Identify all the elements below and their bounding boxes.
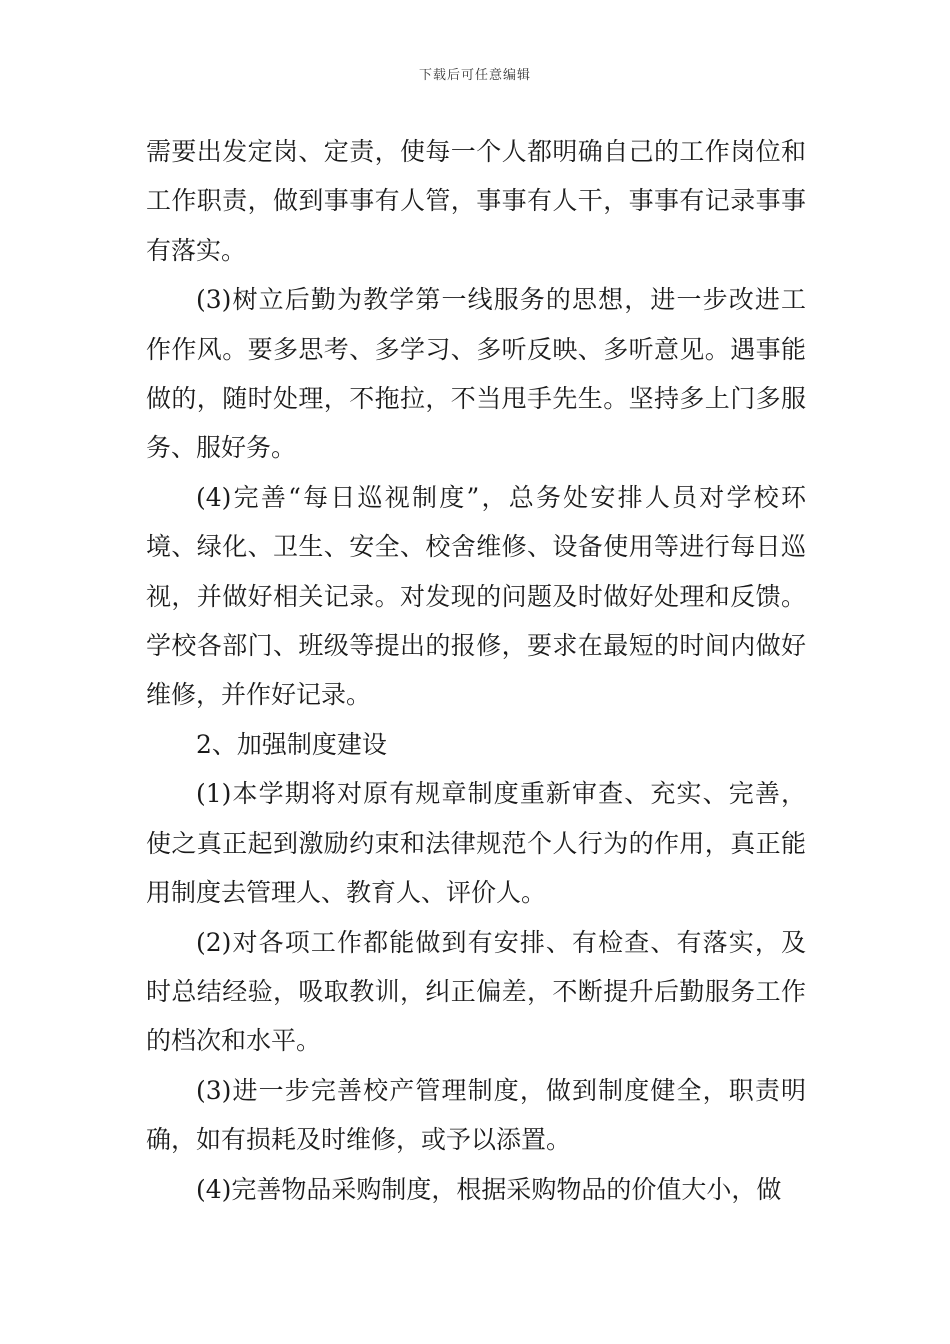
paragraph-6: (2)对各项工作都能做到有安排、有检查、有落实，及时总结经验，吸取教训，纠正偏差，不断提升后勤服务工作的档次和水平。 [146, 927, 806, 1056]
paragraph-7: (3)进一步完善校产管理制度，做到制度健全，职责明确，如有损耗及时维修，或予以添置。 [146, 1075, 806, 1155]
paragraph-3: (4)完善“每日巡视制度”，总务处安排人员对学校环境、绿化、卫生、安全、校舍维修、设备使用等进行每日巡视，并做好相关记录。对发现的问题及时做好处理和反馈。学校各部门、班级等提出的报修，要求在最短的时间内做好维修，并作好记录。 [146, 482, 806, 710]
paragraph-2: (3)树立后勤为教学第一线服务的思想，进一步改进工作作风。要多思考、多学习、多听反映、多听意见。遇事能做的，随时处理，不拖拉，不当甩手先生。坚持多上门多服务、服好务。 [146, 285, 806, 463]
document-body [146, 127, 806, 1214]
paragraph-8: (4)完善物品采购制度，根据采购物品的价值大小，做 [196, 1174, 782, 1204]
paragraph-5: (1)本学期将对原有规章制度重新审查、充实、完善，使之真正起到激励约束和法律规范个人行为的作用，真正能用制度去管理人、教育人、评价人。 [146, 779, 806, 908]
paragraph-1: 需要出发定岗、定责，使每一个人都明确自己的工作岗位和工作职责，做到事事有人管，事事有人干，事事有记录事事有落实。 [146, 137, 806, 265]
section-heading: 2、加强制度建设 [196, 729, 387, 759]
page-header: 下载后可任意编辑 [418, 68, 531, 83]
